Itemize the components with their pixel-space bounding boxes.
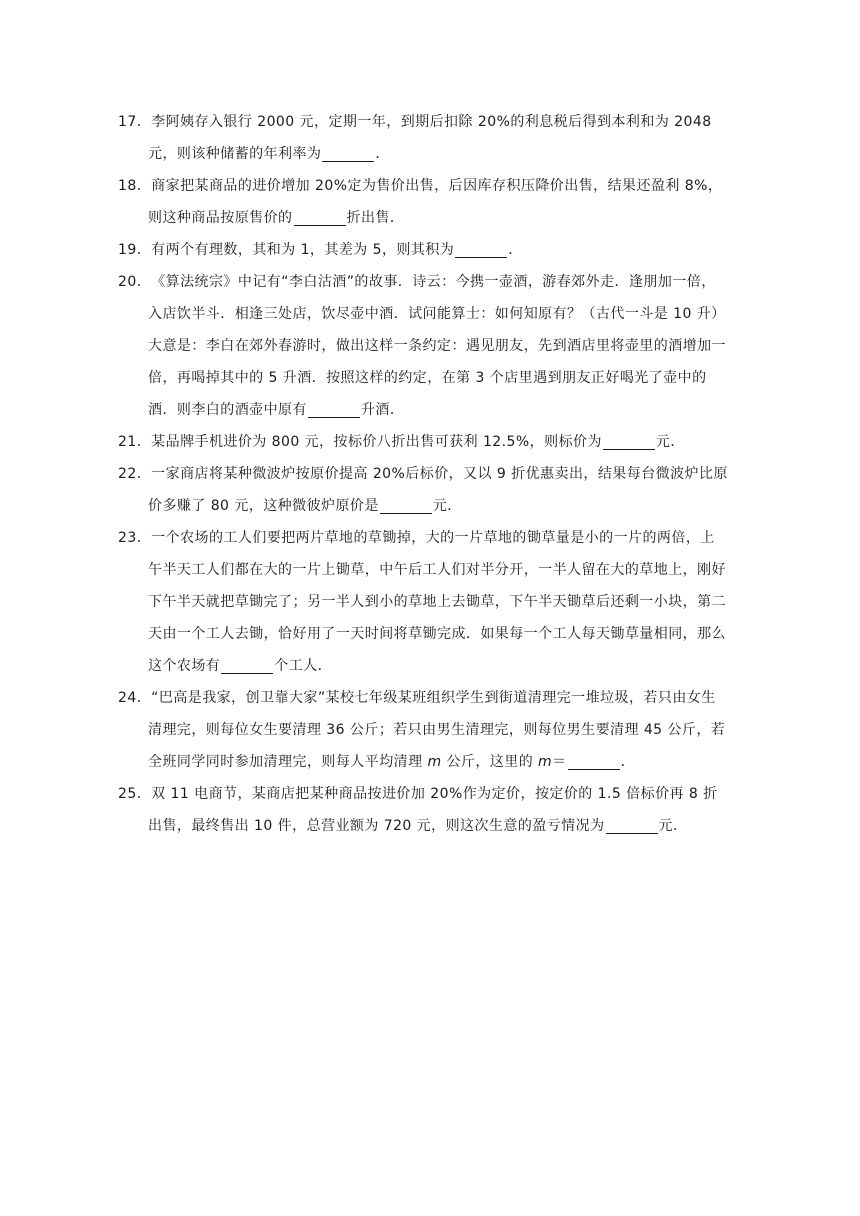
variable-m: m [538, 754, 553, 770]
problem-text: “巴高是我家，创卫靠大家”某校七年级某班组织学生到街道清理完一堆垃圾，若只由女生清理完，则每位女生要清理 36 公斤；若只由男生清理完，则每位男生要清理 45 公斤，若全班同学同时参加清理完，则每人平均清理 [148, 690, 726, 770]
problem-17 [118, 106, 728, 170]
answer-blank [606, 815, 658, 834]
answer-blank [455, 239, 507, 258]
answer-blank [221, 655, 273, 674]
problem-18 [118, 170, 728, 234]
problem-text: 一个农场的工人们要把两片草地的草锄掉，大的一片草地的锄草量是小的一片的两倍，上午半天工人们都在大的一片上锄草，中午后工人们对半分开，一半人留在大的草地上，刚好下午半天就把草锄完了；另一半人到小的草地上去锄草，下午半天锄草后还剩一小块，第二天由一个工人去锄，恰好用了一天时间将草锄完成．如果每一个工人每天锄草量相同，那么这个农场有 [148, 530, 726, 674]
problem-text-end: ． [508, 242, 523, 258]
problem-explanation [148, 330, 728, 426]
problem-20 [118, 266, 728, 426]
problem-text: 李阿姨存入银行 2000 元，定期一年，到期后扣除 20%的利息税后得到本利和为 2048 元，则该种储蓄的年利率为 [148, 114, 712, 162]
problem-text: 《算法统宗》中记有“李白沽酒”的故事．诗云：今携一壶酒，游春郊外走．逢朋加一倍，入店饮半斗．相逢三处店，饮尽壶中酒．试问能算士：如何知原有？（古代一斗是 10 升） [148, 274, 726, 322]
answer-blank [294, 207, 346, 226]
problem-25 [118, 778, 728, 842]
problem-number: 17． [118, 114, 152, 130]
problem-number: 24． [118, 690, 152, 706]
problem-text-end: 折出售． [346, 210, 405, 226]
answer-blank [322, 143, 374, 162]
problem-number: 22． [118, 466, 152, 482]
problem-24 [118, 682, 728, 778]
problem-text-end: ． [620, 754, 636, 770]
problem-number: 18． [118, 178, 152, 194]
variable-m: m [427, 754, 442, 770]
problem-text: 某品牌手机进价为 800 元，按标价八折出售可获利 12.5%，则标价为 [151, 434, 602, 450]
problem-text-end: 元． [658, 818, 688, 834]
problem-number: 20． [118, 274, 152, 290]
equals-sign: ＝ [552, 754, 567, 770]
problem-text-end: ． [375, 146, 390, 162]
problem-23 [118, 522, 728, 682]
problem-list [118, 106, 728, 842]
problem-text: 双 11 电商节，某商店把某种商品按进价加 20%作为定价，按定价的 1.5 倍标价再 8 折出售，最终售出 10 件，总营业额为 720 元，则这次生意的盈亏情况为 [148, 786, 718, 834]
problem-22 [118, 458, 728, 522]
problem-number: 25． [118, 786, 152, 802]
problem-text-end: 个工人． [274, 658, 333, 674]
answer-blank [308, 399, 360, 418]
problem-21 [118, 426, 728, 458]
problem-text-end: 升酒． [360, 402, 405, 418]
problem-number: 23． [118, 530, 152, 546]
explanation-text: 大意是：李白在郊外春游时，做出这样一条约定：遇见朋友，先到酒店里将壶里的酒增加一倍，再喝掉其中的 5 升酒．按照这样的约定，在第 3 个店里遇到朋友正好喝光了壶中的酒．则李白的酒壶中原有 [148, 338, 726, 418]
problem-text: 商家把某商品的进价增加 20%定为售价出售，后因库存积压降价出售，结果还盈利 8%，则这种商品按原售价的 [148, 178, 723, 226]
answer-blank [380, 495, 432, 514]
problem-text: 有两个有理数，其和为 1，其差为 5，则其积为 [151, 242, 455, 258]
problem-number: 21． [118, 434, 152, 450]
problem-text-mid: 公斤，这里的 [441, 754, 539, 770]
problem-text-end: 元． [655, 434, 685, 450]
problem-number: 19． [118, 242, 152, 258]
problem-text-end: 元． [432, 498, 462, 514]
problem-text: 一家商店将某种微波炉按原价提高 20%后标价，又以 9 折优惠卖出，结果每台微波炉比原价多赚了 80 元，这种微彼炉原价是 [148, 466, 728, 514]
problem-19 [118, 234, 728, 266]
answer-blank [603, 431, 655, 450]
answer-blank [568, 751, 620, 770]
